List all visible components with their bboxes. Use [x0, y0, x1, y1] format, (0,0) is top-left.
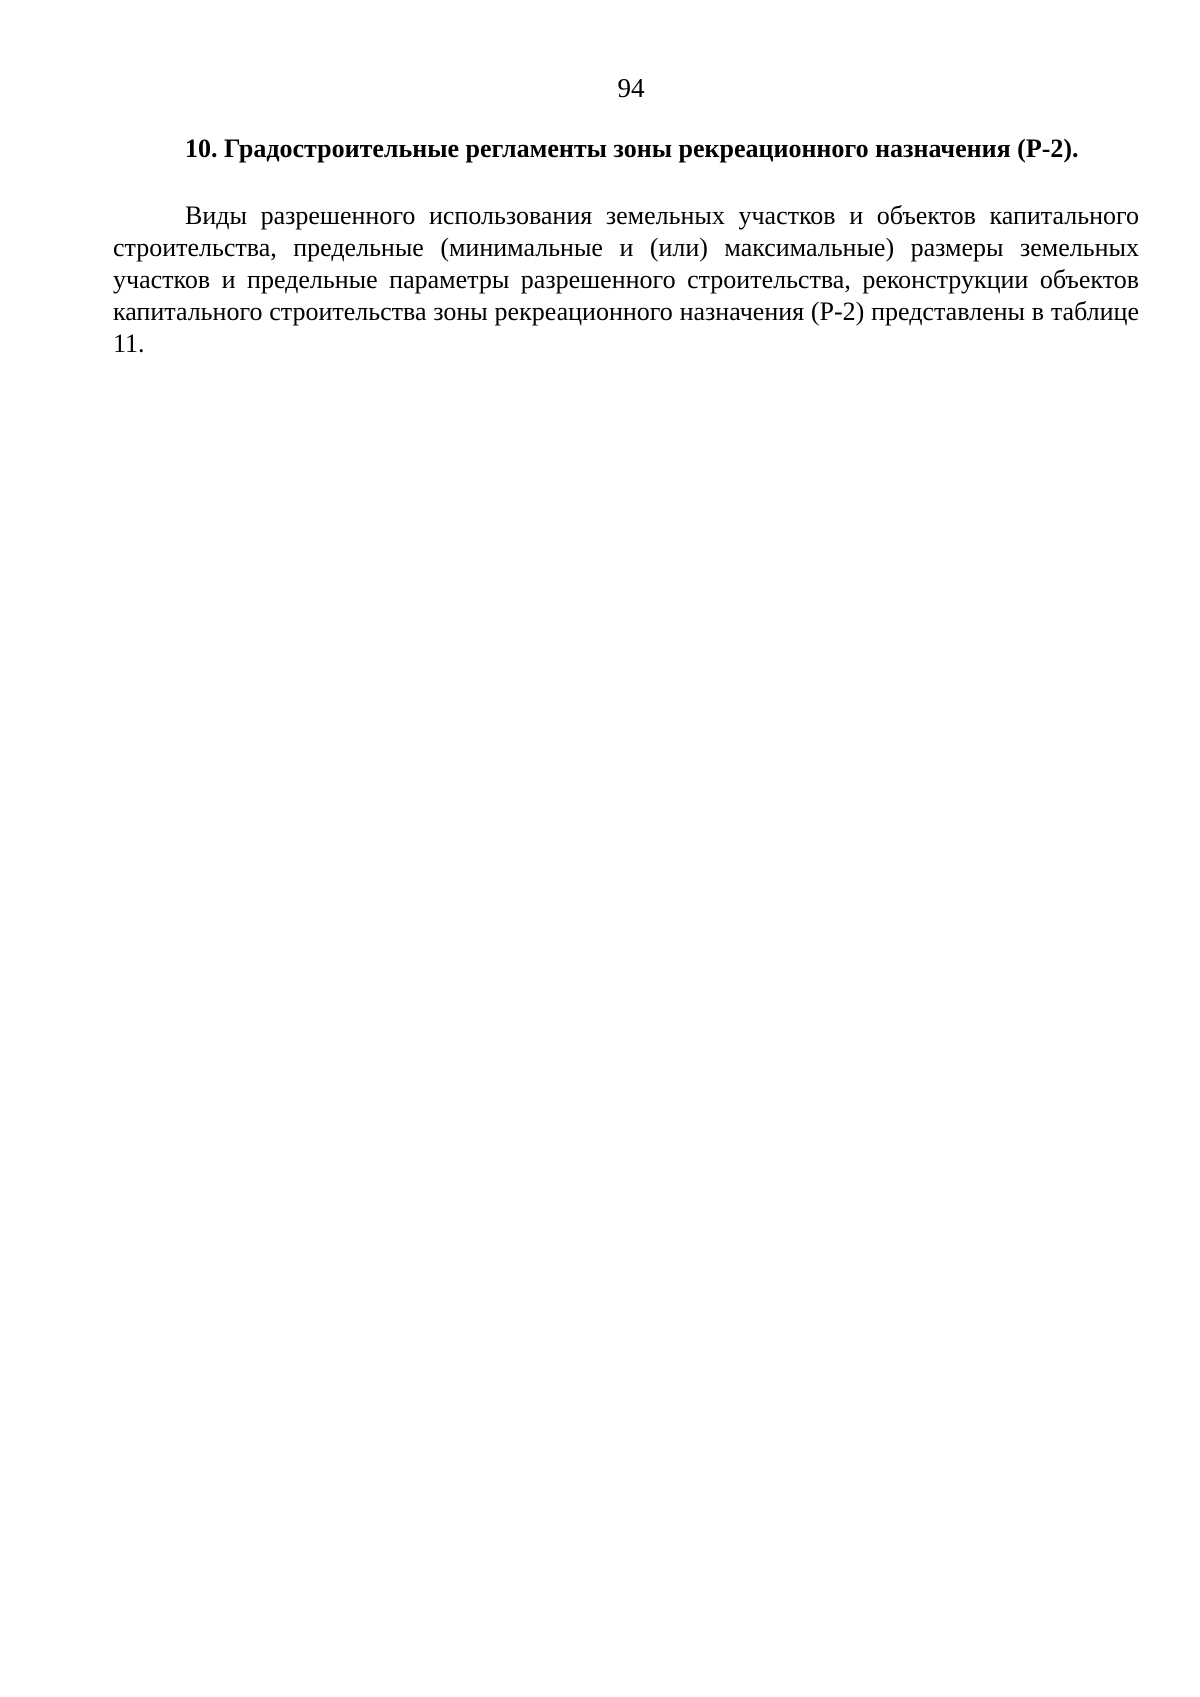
page-number: 94: [617, 73, 645, 103]
body-paragraph: Виды разрешенного использования земельных участков и объектов капитального строительства, предельные (минимальные и (или) максимальные) размеры земельных участков и предельные параметры разрешенного строительства, реконструкции объектов капитального строительства зоны рекреационного назначения (Р-2) представлены в таблице 11.: [113, 201, 1139, 358]
page-content: [113, 132, 1139, 360]
section-heading: 10. Градостроительные регламенты зоны рекреационного назначения (Р-2).: [185, 134, 1079, 163]
